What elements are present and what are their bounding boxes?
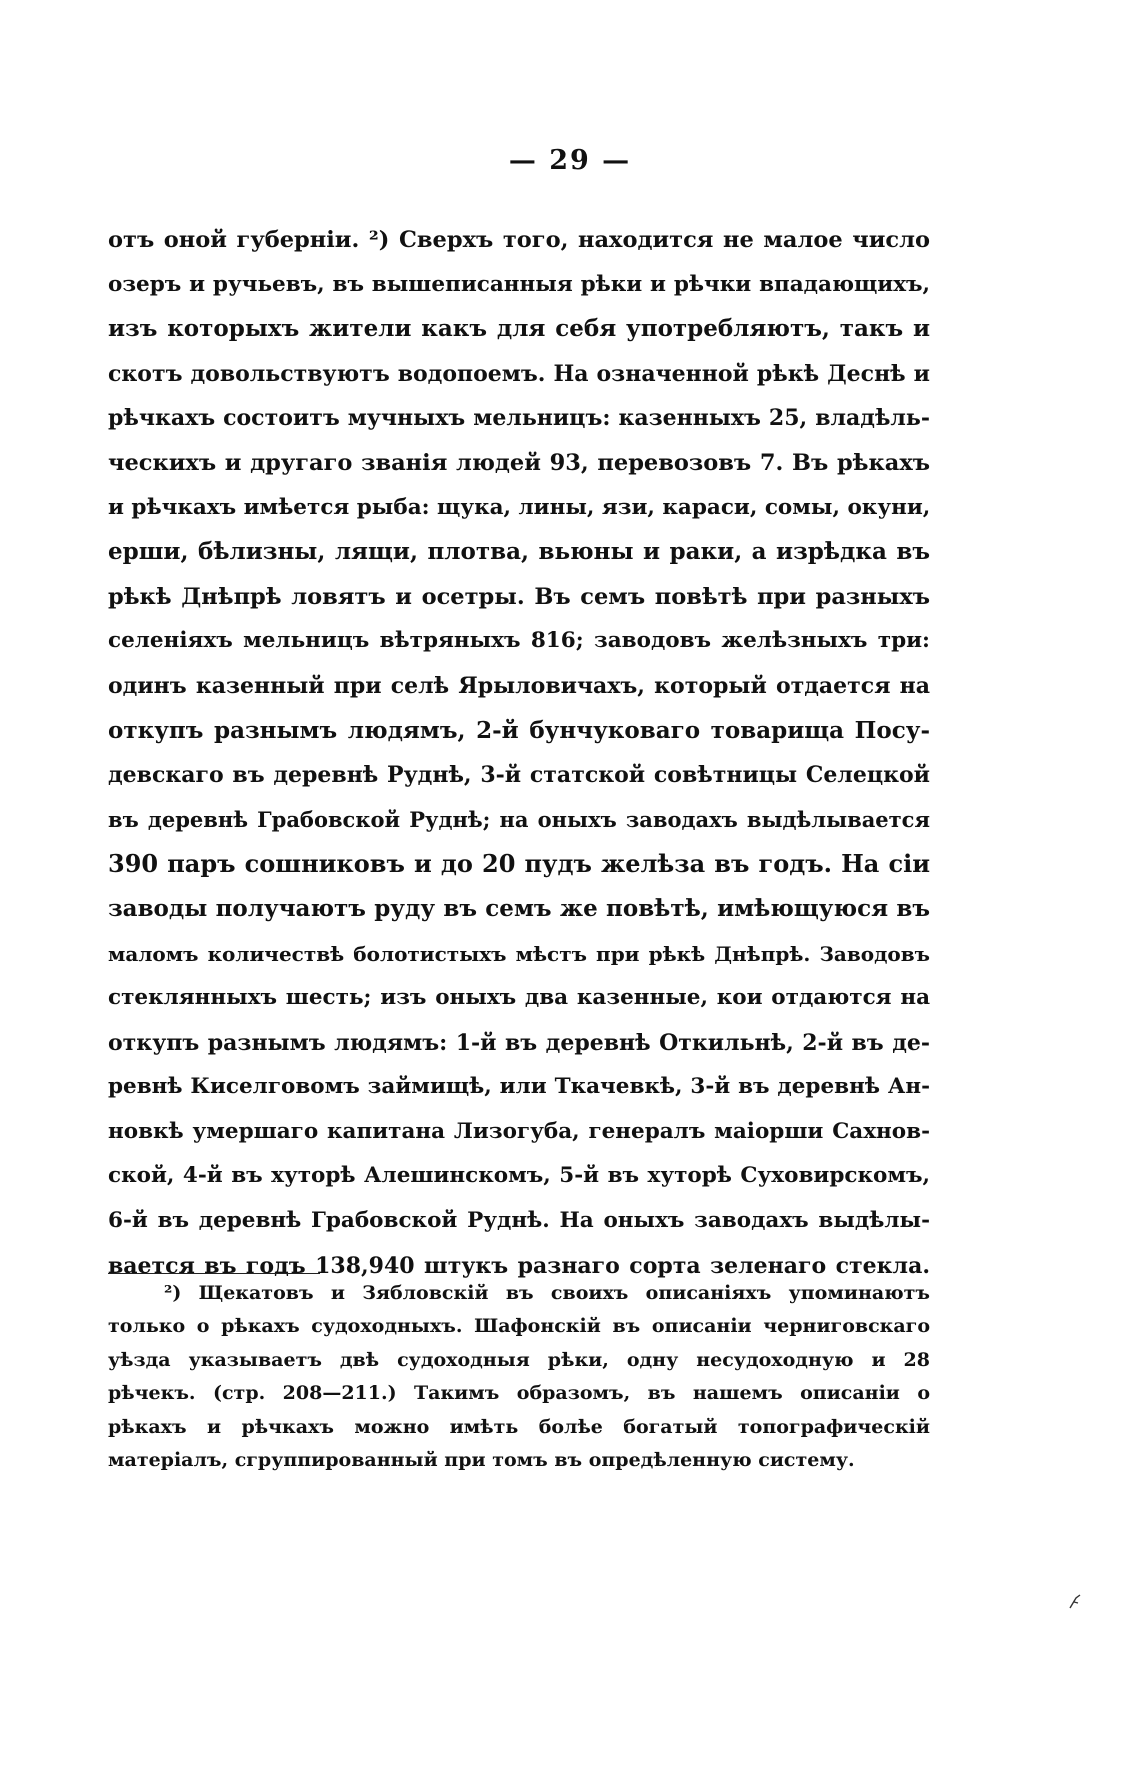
footnote (108, 1277, 930, 1477)
text-line: отъ оной губерніи. ²) Сверхъ того, находится не малое число (108, 227, 930, 253)
text-line: откупъ разнымъ людямъ, 2-й бунчуковаго товарища Посу- (108, 716, 930, 744)
text-line: заводы получаютъ руду въ семъ же повѣтѣ, имѣющуюся въ (108, 894, 930, 922)
page-number: — 29 — (508, 145, 632, 176)
text-line: ческихъ и другаго званія людей 93, перевозовъ 7. Въ рѣкахъ (108, 449, 930, 476)
text-line: въ деревнѣ Грабовской Руднѣ; на оныхъ заводахъ выдѣлывается (108, 806, 930, 832)
footnote-line: рѣчекъ. (стр. 208—211.) Такимъ образомъ, въ нашемъ описаніи о (108, 1382, 930, 1405)
text-line: изъ которыхъ жители какъ для себя употребляютъ, такъ и (108, 315, 930, 343)
footnote-line: уѣзда указываетъ двѣ судоходныя рѣки, одну несудоходную и 28 (108, 1348, 930, 1371)
text-line: девскаго въ деревнѣ Руднѣ, 3-й статской совѣтницы Селецкой (108, 762, 930, 789)
text-line: ской, 4-й въ хуторѣ Алешинскомъ, 5-й въ хуторѣ Суховирскомъ, (108, 1163, 930, 1189)
text-line: селеніяхъ мельницъ вѣтряныхъ 816; заводовъ желѣзныхъ три: (108, 628, 930, 654)
footnote-line: рѣкахъ и рѣчкахъ можно имѣть болѣе богатый топографическій (108, 1415, 930, 1438)
text-line: 390 паръ сошниковъ и до 20 пудъ желѣза въ годъ. На сіи (108, 849, 930, 879)
text-line: и рѣчкахъ имѣется рыба: щука, лины, язи, караси, сомы, окуни, (108, 494, 931, 520)
text-line: 6-й въ деревнѣ Грабовской Руднѣ. На оныхъ заводахъ выдѣлы- (108, 1208, 930, 1234)
text-line: ерши, бѣлизны, лящи, плотва, вьюны и раки, а изрѣдка въ (108, 538, 930, 566)
text-line: рѣкѣ Днѣпрѣ ловятъ и осетры. Въ семъ повѣтѣ при разныхъ (108, 583, 930, 610)
main-text (108, 218, 930, 1288)
text-line: рѣчкахъ состоитъ мучныхъ мельницъ: казенныхъ 25, владѣль- (108, 405, 930, 432)
text-line: новкѣ умершаго капитана Лизогуба, генералъ маіорши Сахнов- (108, 1118, 930, 1144)
footnote-line: матеріалъ, сгруппированный при томъ въ опредѣленную систему. (108, 1448, 855, 1471)
text-line: одинъ казенный при селѣ Ярыловичахъ, который отдается на (108, 672, 930, 699)
text-line: озеръ и ручьевъ, въ вышеписанныя рѣки и рѣчки впадающихъ, (108, 271, 930, 297)
text-line: откупъ разнымъ людямъ: 1-й въ деревнѣ Откильнѣ, 2-й въ де- (108, 1029, 930, 1056)
text-line: маломъ количествѣ болотистыхъ мѣстъ при рѣкѣ Днѣпрѣ. Заводовъ (108, 941, 930, 966)
text-line: вается въ годъ 138,940 штукъ разнаго сорта зеленаго стекла. (108, 1252, 930, 1279)
scan-mark (1068, 1592, 1082, 1610)
text-line: скотъ довольствуютъ водопоемъ. На означенной рѣкѣ Деснѣ и (108, 360, 930, 387)
footnote-line: только о рѣкахъ судоходныхъ. Шафонскій въ описаніи черниговскаго (108, 1315, 930, 1338)
footnote-divider (108, 1273, 320, 1274)
text-line: стеклянныхъ шесть; изъ оныхъ два казенные, кои отдаются на (108, 985, 930, 1011)
text-line: ревнѣ Киселговомъ займищѣ, или Ткачевкѣ, 3-й въ деревнѣ Ан- (108, 1074, 930, 1100)
footnote-line: ²) Щекатовъ и Зябловскій въ своихъ описаніяхъ упоминаютъ (164, 1282, 930, 1304)
